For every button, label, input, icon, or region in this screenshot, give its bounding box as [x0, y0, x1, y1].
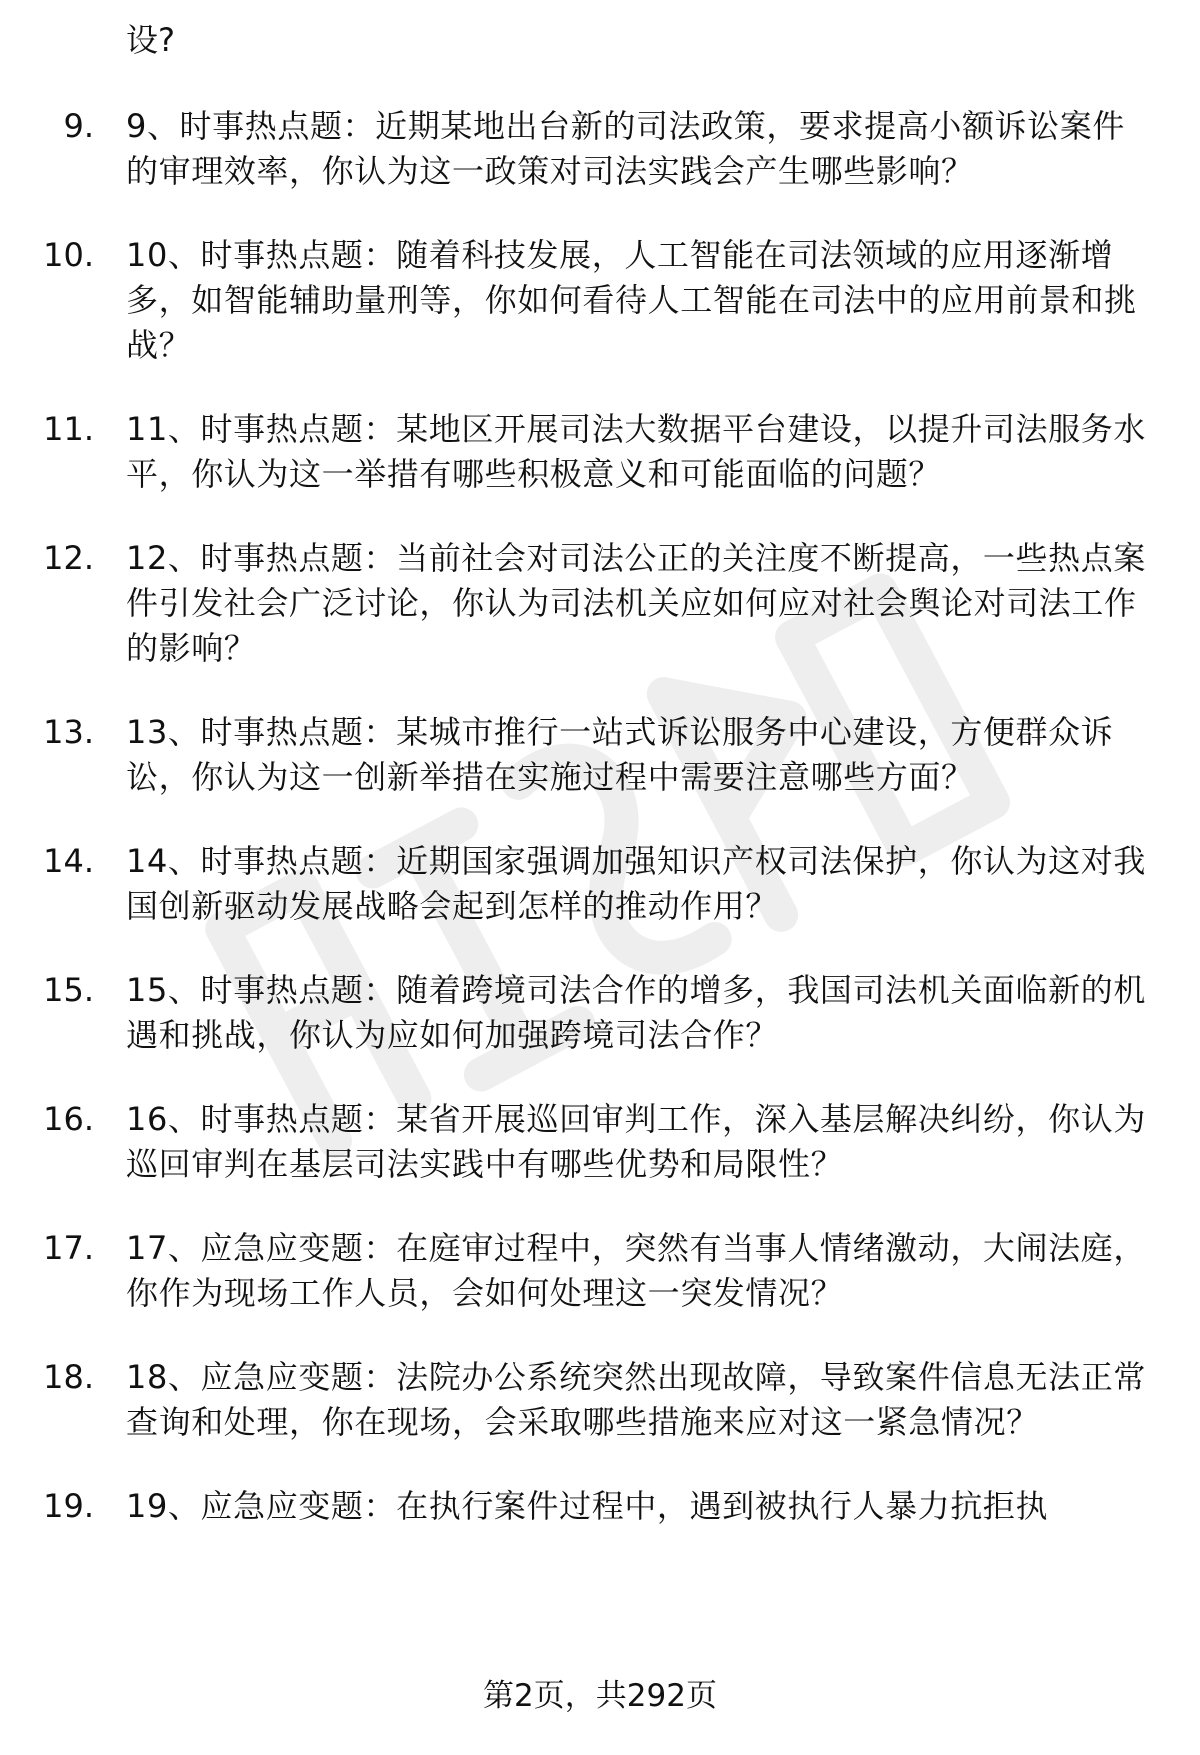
item-text: 10、时事热点题：随着科技发展，人工智能在司法领域的应用逐渐增多，如智能辅助量刑等，你如何看待人工智能在司法中的应用前景和挑战？ — [126, 236, 1137, 364]
page-footer: 第2页，共292页 — [483, 1678, 717, 1714]
item-text: 15、时事热点题：随着跨境司法合作的增多，我国司法机关面临新的机遇和挑战，你认为应如何加强跨境司法合作？ — [126, 971, 1146, 1054]
item-number: 11. — [43, 410, 94, 448]
item-text: 16、时事热点题：某省开展巡回审判工作，深入基层解决纠纷，你认为巡回审判在基层司法实践中有哪些优势和局限性？ — [126, 1100, 1146, 1183]
list-item — [0, 1484, 1200, 1529]
continuation-text: 设? — [126, 21, 175, 59]
list-item — [0, 839, 1200, 929]
item-number: 9. — [63, 107, 94, 145]
item-text: 9、时事热点题：近期某地出台新的司法政策，要求提高小额诉讼案件的审理效率，你认为这一政策对司法实践会产生哪些影响？ — [126, 107, 1125, 190]
item-number: 14. — [43, 842, 94, 880]
list-item — [0, 104, 1200, 194]
list-item — [0, 1226, 1200, 1316]
item-number: 10. — [43, 236, 94, 274]
list-item — [0, 233, 1200, 368]
continuation-line — [0, 18, 1200, 63]
question-list — [0, 18, 1200, 1568]
item-number: 19. — [43, 1487, 94, 1525]
list-item — [0, 407, 1200, 497]
item-number: 15. — [43, 971, 94, 1009]
list-item — [0, 710, 1200, 800]
item-text: 11、时事热点题：某地区开展司法大数据平台建设，以提升司法服务水平，你认为这一举措有哪些积极意义和可能面临的问题？ — [126, 410, 1146, 493]
item-number: 17. — [43, 1229, 94, 1267]
list-item — [0, 968, 1200, 1058]
item-number: 12. — [43, 539, 94, 577]
item-text: 14、时事热点题：近期国家强调加强知识产权司法保护，你认为这对我国创新驱动发展战略会起到怎样的推动作用？ — [126, 842, 1146, 925]
item-number: 18. — [43, 1358, 94, 1396]
item-text: 19、应急应变题：在执行案件过程中，遇到被执行人暴力抗拒执 — [126, 1487, 1049, 1525]
list-item — [0, 1355, 1200, 1445]
item-number: 13. — [43, 713, 94, 751]
item-number: 16. — [43, 1100, 94, 1138]
item-text: 13、时事热点题：某城市推行一站式诉讼服务中心建设，方便群众诉讼，你认为这一创新举措在实施过程中需要注意哪些方面？ — [126, 713, 1114, 796]
item-text: 12、时事热点题：当前社会对司法公正的关注度不断提高，一些热点案件引发社会广泛讨论，你认为司法机关应如何应对社会舆论对司法工作的影响？ — [126, 539, 1146, 667]
list-item — [0, 1097, 1200, 1187]
list-item — [0, 536, 1200, 671]
item-text: 17、应急应变题：在庭审过程中，突然有当事人情绪激动，大闹法庭，你作为现场工作人员，会如何处理这一突发情况？ — [126, 1229, 1146, 1312]
item-text: 18、应急应变题：法院办公系统突然出现故障，导致案件信息无法正常查询和处理，你在现场，会采取哪些措施来应对这一紧急情况？ — [126, 1358, 1146, 1441]
